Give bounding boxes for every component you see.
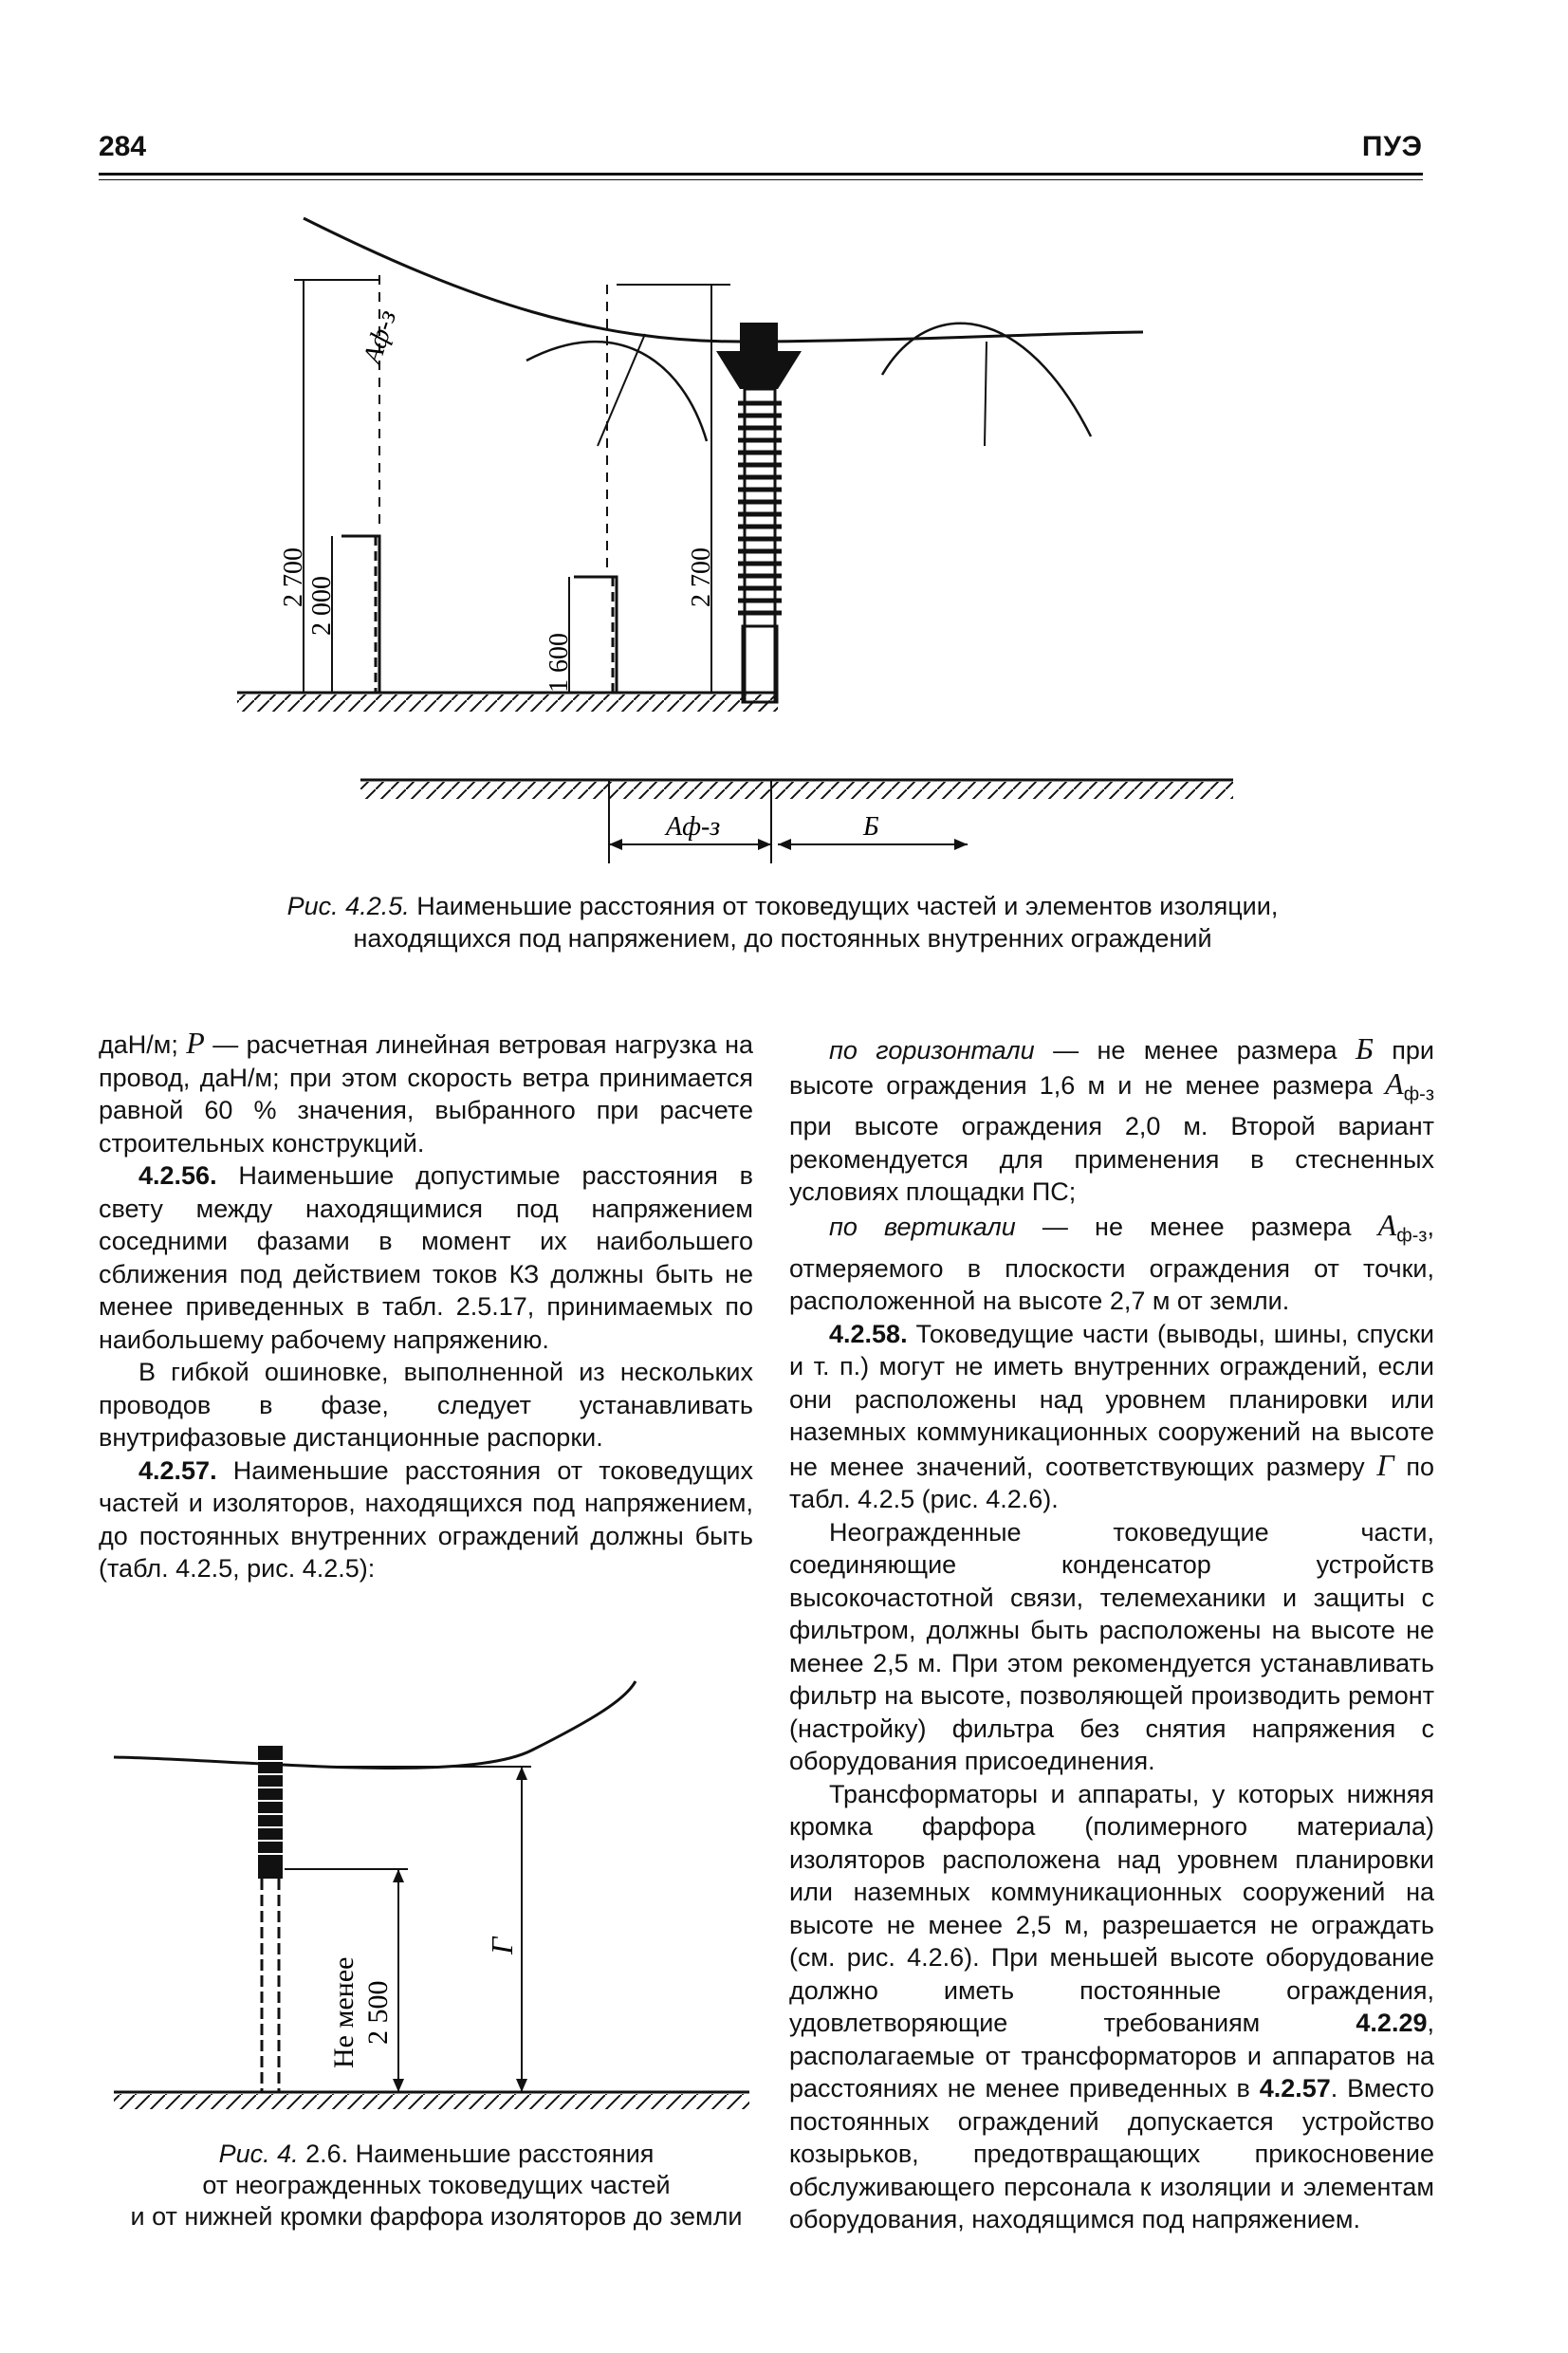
caption-prefix: Рис. 4.2.5. [286,892,410,920]
section-number: 4.2.58. [829,1319,908,1348]
variable-a: A [1385,1065,1404,1101]
overhead-conductor [304,218,1143,342]
text-span: при высоте ограждения 1,6 м и не менее размера [789,1036,1434,1100]
left-paragraph-4 [99,1454,753,1585]
page-header [99,131,1423,169]
ground-line [114,2092,749,2109]
clearance-arc-left [526,342,707,441]
figure-4-2-6-caption [114,2139,759,2233]
right-paragraph-3 [789,1318,1434,1516]
dim-label-2700-left: 2 700 [279,547,308,607]
dim-label-1600: 1 600 [544,633,574,693]
insulator-column [258,1746,283,2092]
figure-4-2-6 [104,1670,759,2116]
text-span: — расчетная линейная ветровая нагрузка на провод, даН/м; при этом скорость ветра принимается равной 60 % значения, выбранного при расчете строительных конструкций. [99,1030,753,1158]
text-span: , отмеряемого в плоскости ограждения от точки, расположенной на высоте 2,7 м от земли. [789,1212,1434,1316]
section-number: 4.2.56. [138,1161,217,1190]
left-paragraph-3: В гибкой ошиновке, выполненной из нескольких проводов в фазе, следует устанавливать внутрифазовые дистанционные распорки. [99,1358,753,1452]
running-title: ПУЭ [1361,131,1423,162]
text-span: Наименьшие расстояния от токоведущих частей и изоляторов, находящихся под напряжением, до постоянных внутренних ограждений должны быть (табл. 4.2.5, рис. 4.2.5): [99,1455,753,1583]
text-span: даН/м; [99,1030,187,1059]
dim-label-a-phase-ground: Aф-з [358,306,403,368]
dim-label-2700-right: 2 700 [687,547,716,607]
left-paragraph-2 [99,1159,753,1356]
section-ref: 4.2.29 [1356,2009,1428,2038]
right-paragraph-4: Неогражденные токоведущие части, соединяющие конденсатор устройств высокочастотной связи, телемеханики и защиты с фильтром, должны быть расположены на высоте не менее 2,5 м. При этом рекомендуется устанавливать фильтр на высоте, позволяющей производить ремонт (настройку) фильтра без снятия напряжения с оборудования присоединения. [789,1517,1434,1776]
variable-g: Г [1376,1447,1394,1482]
right-column [789,1032,1434,2236]
text-span: Наименьшие допустимые расстояния в свету между находящимися под напряжением соседними фазами в момент их наибольшего сближения под действием токов КЗ должны быть не менее приведенных в табл. 2.5.17, принимаемых по наибольшему рабочему напряжению. [99,1161,753,1354]
dim-label-2500: 2 500 [362,1980,394,2045]
fence-right [574,285,617,693]
insulator-column [716,323,802,702]
text-span: . Вместо постоянных ограждений допускается устройство козырьков, предотвращающих прикосновение обслуживающего персонала к изоляции и элементам оборудования, находящимся под напряжением. [789,2074,1435,2234]
dim-label-g: Г [485,1936,519,1955]
text-span: Токоведущие части (выводы, шины, спуски и т. п.) могут не иметь внутренних ограждений, если они расположены над уровнем планировки или наземных коммуникационных сооружений на высоте не менее значений, соответствующих размеру [789,1319,1434,1481]
left-paragraph-1 [99,1027,753,1159]
right-paragraph-2 [789,1209,1434,1318]
left-column [99,1027,753,1585]
dim-label-b-bottom: Б [863,812,879,842]
dim-label-ne-menee: Не менее [328,1956,360,2068]
italic-term: по горизонтали [829,1036,1035,1065]
subscript: ф-з [1396,1225,1428,1247]
caption-line3: и от нижней кромки фарфора изоляторов до земли [130,2202,743,2231]
variable-a: A [1377,1207,1397,1242]
right-paragraph-1 [789,1032,1434,1209]
figure-4-2-5-base [360,759,1243,882]
text-span: Трансформаторы и аппараты, у которых нижняя кромка фарфора (полимерного материала) изоляторов расположена над уровнем планировки или наземных коммуникационных сооружений на высоте не менее 2,5 м, разрешается не ограждать (см. рис. 4.2.6). При меньшей высоте оборудование должно иметь постоянные ограждения, удовлетворяющие требованиям [789,1779,1434,2038]
text-span: , располагаемые от трансформаторов и аппаратов на расстояниях не менее приведенных в [789,2009,1434,2103]
text-span: при высоте ограждения 2,0 м. Второй вариант рекомендуется для применения в стесненных условиях площадки ПС; [789,1112,1434,1207]
caption-line2: от неогражденных токоведущих частей [202,2171,671,2199]
ground-line [237,693,778,712]
caption-prefix: Рис. 4. [218,2140,299,2168]
text-span: — не менее размера [1015,1212,1378,1241]
subscript: ф-з [1403,1083,1434,1104]
variable-p: P [186,1026,205,1060]
section-number: 4.2.57. [138,1455,217,1485]
text-span: по табл. 4.2.5 (рис. 4.2.6). [789,1452,1435,1514]
figure-4-2-5-caption [247,890,1319,954]
dim-label-2000: 2 000 [307,576,337,636]
header-rule-thin [99,179,1423,180]
italic-term: по вертикали [829,1212,1016,1241]
section-ref: 4.2.57 [1259,2074,1331,2103]
right-paragraph-5 [789,1778,1434,2236]
text-span: — не менее размера [1034,1036,1356,1065]
dim-label-a-bottom: Aф-з [666,812,721,842]
page-number: 284 [99,131,147,162]
variable-b: Б [1355,1031,1374,1065]
caption-line1: Наименьшие расстояния от токоведущих частей и элементов изоляции, [416,892,1279,920]
caption-line1: 2.6. Наименьшие расстояния [305,2140,655,2168]
caption-line2: находящихся под напряжением, до постоянных внутренних ограждений [353,924,1212,953]
header-rule [99,173,1423,176]
overhead-conductor [114,1681,636,1768]
